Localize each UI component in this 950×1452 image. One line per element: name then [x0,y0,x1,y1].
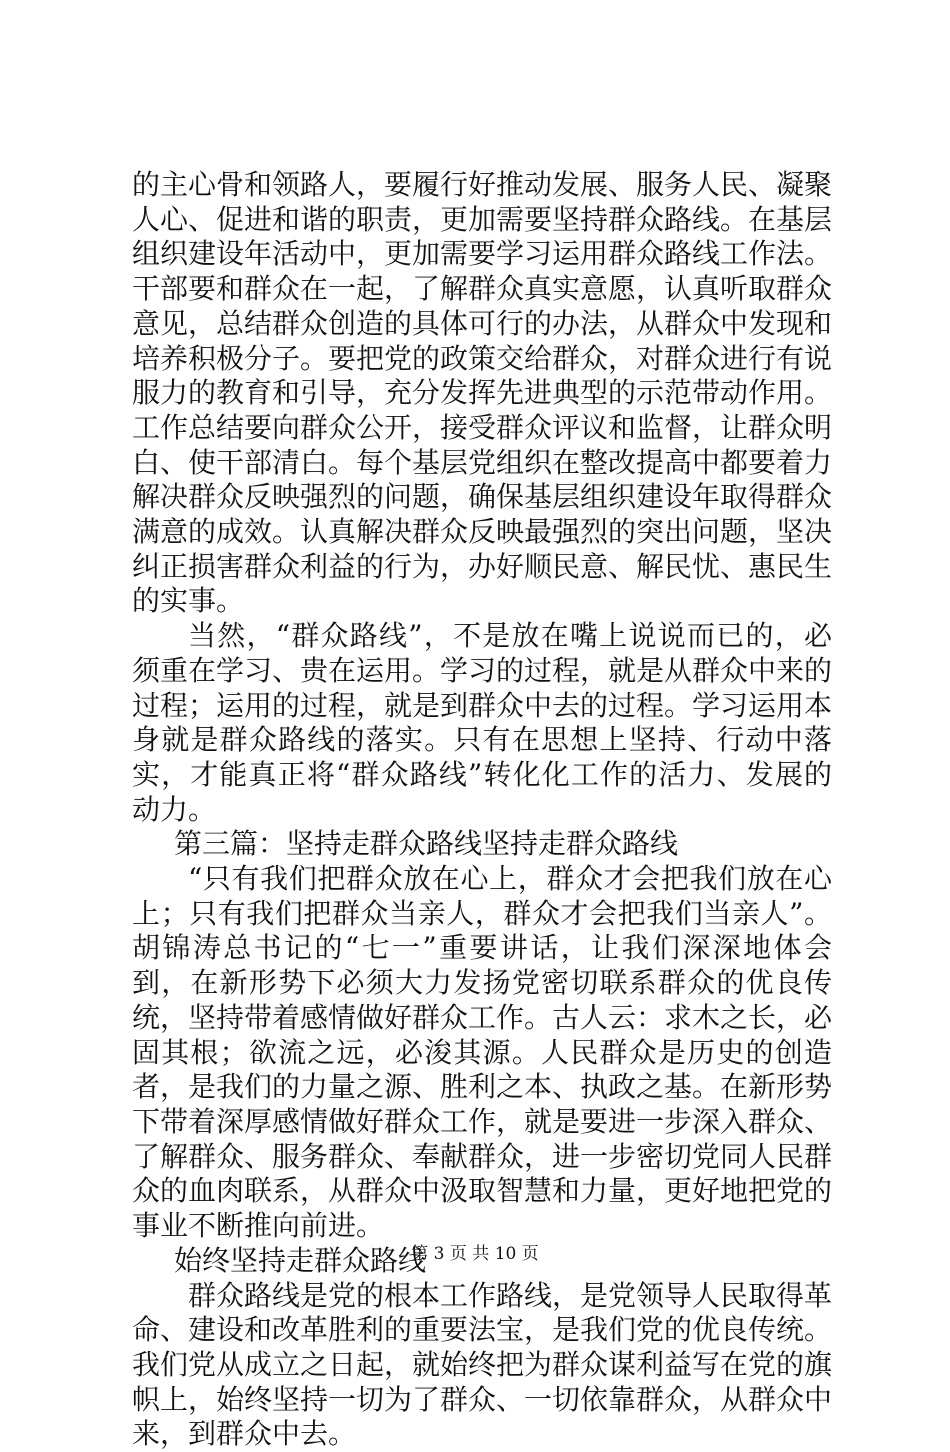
section-heading: 第三篇：坚持走群众路线坚持走群众路线 [132,827,832,862]
subheading: 始终坚持走群众路线 [132,1244,832,1279]
paragraph-2: 当然，“群众路线”，不是放在嘴上说说而已的，必须重在学习、贵在运用。学习的过程，就是从群众中来的过程；运用的过程，就是到群众中去的过程。学习运用本身就是群众路线的落实。只有在思想上坚持、行动中落实，才能真正将“群众路线”转化化工作的活力、发展的动力。 [132,619,832,827]
paragraph-3: “只有我们把群众放在心上，群众才会把我们放在心上；只有我们把群众当亲人，群众才会把我们当亲人”。胡锦涛总书记的“七一”重要讲话，让我们深深地体会到，在新形势下必须大力发扬党密切联系群众的优良传统，坚持带着感情做好群众工作。古人云：求木之长，必固其根；欲流之远，必浚其源。人民群众是历史的创造者，是我们的力量之源、胜利之本、执政之基。在新形势下带着深厚感情做好群众工作，就是要进一步深入群众、了解群众、服务群众、奉献群众，进一步密切党同人民群众的血肉联系，从群众中汲取智慧和力量，更好地把党的事业不断推向前进。 [132,862,832,1244]
paragraph-4: 群众路线是党的根本工作路线，是党领导人民取得革命、建设和改革胜利的重要法宝，是我们党的优良传统。我们党从成立之日起，就始终把为群众谋利益写在党的旗帜上，始终坚持一切为了群众、一切依靠群众，从群众中来，到群众中去。 [132,1279,832,1452]
page-footer: 第 3 页 共 10 页 [0,1243,950,1265]
paragraph-1: 的主心骨和领路人，要履行好推动发展、服务人民、凝聚人心、促进和谐的职责，更加需要坚持群众路线。在基层组织建设年活动中，更加需要学习运用群众路线工作法。干部要和群众在一起，了解群众真实意愿，认真听取群众意见，总结群众创造的具体可行的办法，从群众中发现和培养积极分子。要把党的政策交给群众，对群众进行有说服力的教育和引导，充分发挥先进典型的示范带动作用。工作总结要向群众公开，接受群众评议和监督，让群众明白、使干部清白。每个基层党组织在整改提高中都要着力解决群众反映强烈的问题，确保基层组织建设年取得群众满意的成效。认真解决群众反映最强烈的突出问题，坚决纠正损害群众利益的行为，办好顺民意、解民忧、惠民生的实事。 [132,168,832,619]
